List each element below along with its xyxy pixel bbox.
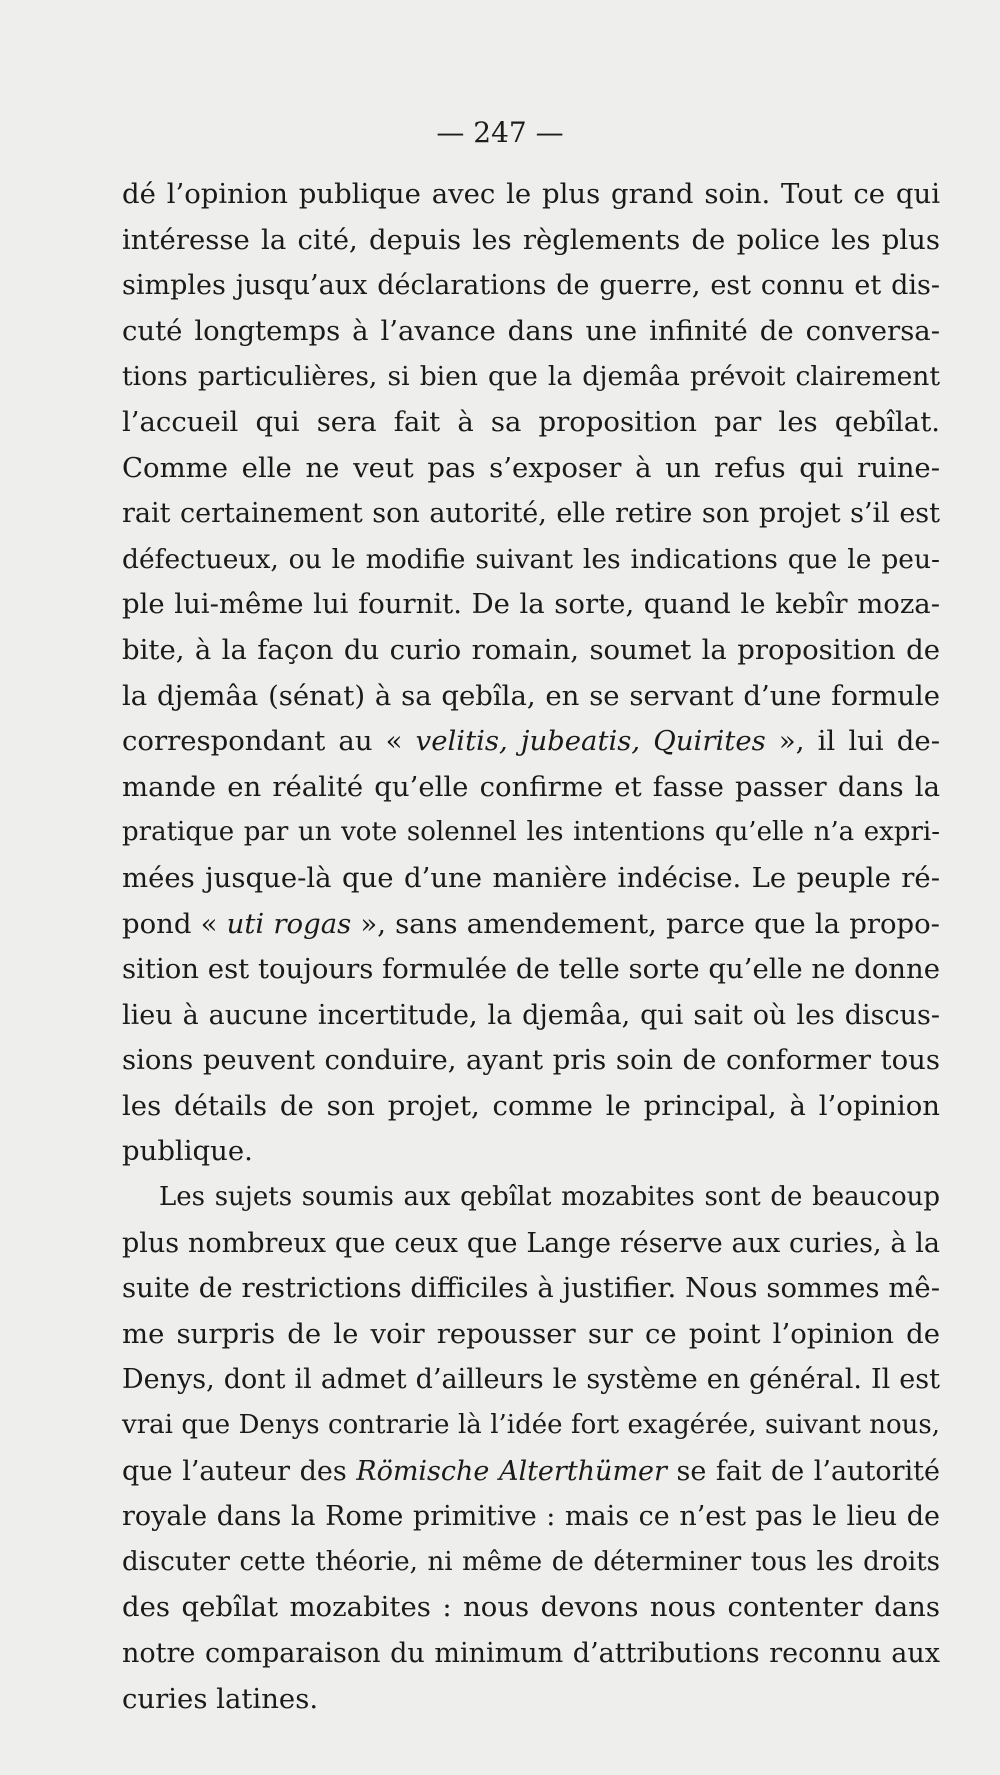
text-line: sions peuvent conduire, ayant pris soin de conformer tous — [122, 1044, 940, 1077]
text-line: ple lui-même lui fournit. De la sorte, quand le kebîr moza- — [122, 588, 940, 621]
text-segment: », il lui de- — [765, 725, 940, 758]
text-line — [122, 719, 940, 765]
text-line: sition est toujours formulée de telle sorte qu’elle ne donne — [122, 953, 940, 986]
text-line: des qebîlat mozabites : nous devons nous contenter dans — [122, 1591, 940, 1624]
text-line: mées jusque-là que d’une manière indécise. Le peuple ré- — [122, 861, 940, 894]
text-line: mande en réalité qu’elle confirme et fasse passer dans la — [122, 770, 940, 803]
text-line — [122, 1449, 940, 1495]
text-line: la djemâa (sénat) à sa qebîla, en se servant d’une formule — [122, 679, 940, 712]
text-line: intéresse la cité, depuis les règlements de police les plus — [122, 223, 940, 256]
text-line: bite, à la façon du curio romain, soumet la proposition de — [122, 633, 940, 666]
text-segment: correspondant au « — [122, 725, 416, 758]
text-line: lieu à aucune incertitude, la djemâa, qui sait où les discus- — [122, 999, 940, 1031]
text-line: rait certainement son autorité, elle retire son projet s’il est — [122, 498, 940, 530]
text-line: tions particulières, si bien que la djemâa prévoit clairement — [122, 361, 940, 393]
text-segment: se fait de l’autorité — [666, 1455, 940, 1487]
text-line: cuté longtemps à l’avance dans une infinité de conversa- — [122, 314, 940, 347]
text-line: Denys, dont il admet d’ailleurs le système en général. Il est — [122, 1364, 940, 1396]
italic-phrase: Römische Alterthümer — [356, 1455, 667, 1487]
italic-phrase: uti rogas — [226, 907, 352, 940]
text-line: publique. — [122, 1135, 253, 1168]
text-line: vrai que Denys contrarie là l’idée fort exagérée, suivant nous, — [122, 1410, 940, 1441]
text-line: simples jusqu’aux déclarations de guerre, est connu et dis- — [122, 270, 940, 302]
text-line: curies latines. — [122, 1682, 319, 1715]
text-line: plus nombreux que ceux que Lange réserve aux curies, à la — [122, 1227, 940, 1259]
text-line: Les sujets soumis aux qebîlat mozabites sont de beaucoup — [159, 1182, 940, 1213]
text-segment: pond « — [122, 907, 227, 940]
text-line: suite de restrictions difficiles à justifier. Nous sommes mê- — [122, 1272, 940, 1305]
text-line: Comme elle ne veut pas s’exposer à un refus qui ruine- — [122, 451, 940, 484]
text-segment: que l’auteur des — [122, 1455, 357, 1487]
text-line: dé l’opinion publique avec le plus grand soin. Tout ce qui — [122, 178, 940, 210]
text-line: me surpris de le voir repousser sur ce point l’opinion de — [122, 1317, 940, 1350]
text-line: royale dans la Rome primitive : mais ce n’est pas le lieu de — [122, 1501, 940, 1533]
text-line — [122, 902, 940, 948]
body-text — [122, 172, 940, 1722]
text-line: pratique par un vote solennel les intentions qu’elle n’a expri- — [122, 817, 940, 848]
page-number: — 247 — — [436, 116, 564, 149]
text-line: discuter cette théorie, ni même de déterminer tous les droits — [122, 1546, 940, 1577]
text-line: les détails de son projet, comme le principal, à l’opinion — [122, 1089, 940, 1122]
text-segment: », sans amendement, parce que la propo- — [351, 907, 940, 940]
text-line: notre comparaison du minimum d’attributions reconnu aux — [122, 1638, 940, 1669]
text-line: défectueux, ou le modifie suivant les indications que le peu- — [122, 543, 940, 575]
text-line: l’accueil qui sera fait à sa proposition par les qebîlat. — [122, 405, 940, 438]
italic-phrase: velitis, jubeatis, Quirites — [415, 725, 766, 758]
